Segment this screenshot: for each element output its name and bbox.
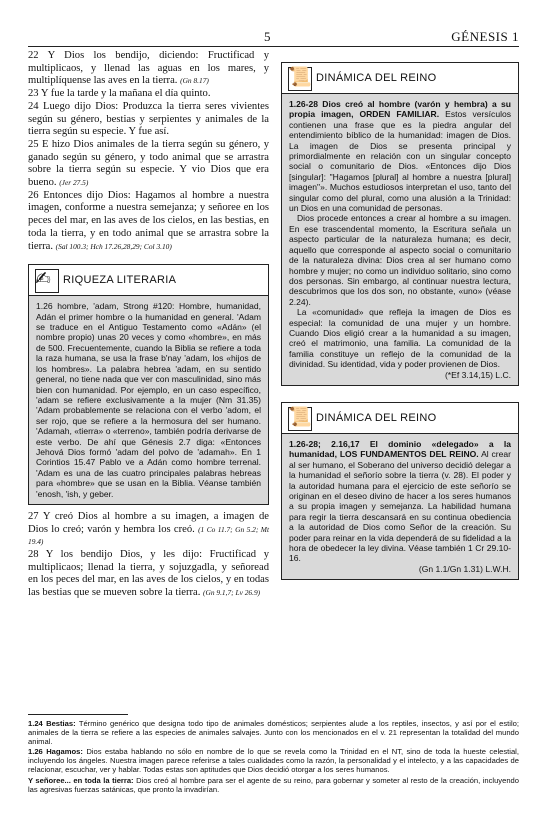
footnote: 1.24 Bestias: Término genérico que designa todo tipo de animales domésticos; serpientes alude a los reptiles, insectos, y así por el estilo; animales de la tierra se refiere a las especies de animales salvajes. Junto con los mencionados en el v. 21 representan la totalidad del mundo animal.	[28, 719, 519, 747]
header-rule	[28, 46, 519, 47]
footnote: Y señoree... en toda la tierra: Dios creó al hombre para ser el agente de su reino, para gobernar y someter al resto de la creación, incluyendo las agresivas fuerzas satánicas, que pronto la invadirían.	[28, 775, 519, 794]
dinamica-signature: (Gn 1.1/Gn 1.31) L.W.H.	[418, 563, 511, 574]
footnotes	[28, 719, 519, 795]
dinamica-para-2: Dios procede entonces a crear al hombre a su imagen. En ese trascendental momento, la Escritura señala un aspecto particular de la naturaleza humana; es decir, aquello que corresponde al aspecto social o comunitario de la naturaleza divina: Dios crea al ser humano como hombre y mujer; no como un individuo solitario, sino como dos personas. Sin embargo, al continuar nuestra lectura, descubrimos que los dos son, no obstante, «uno» (véase 2.24).	[289, 213, 511, 307]
verse-28: 28 Y los bendijo Dios, y les dijo: Fructificad y multiplicaos; llenad la tierra, y sojuzgadla, y señoread en los peces del mar, en las aves de los cielos, y en todas las bestias que se mueven sobre la tierra. (Gn 9.1,7; Lv 26.9)	[28, 549, 269, 599]
scroll-icon: 📜	[288, 407, 312, 431]
box-body	[29, 296, 268, 504]
verse-26: 26 Entonces dijo Dios: Hagamos al hombre a nuestra imagen, conforme a nuestra semejanza; y señoree en los peces del mar, en las aves de los cielos, en las bestias, en toda la tierra, y en todo animal que se arrastra sobre la tierra. (Sal 100.3; Hch 17.26,28,29; Col 3.10)	[28, 189, 269, 252]
dinamica-para-3: La «comunidad» que refleja la imagen de Dios es especial: la comunidad de una mujer y un hombre. Cuando Dios eligió crear a la humanidad a su imagen, creó el matrimonio, una familia. La comunidad de la familia constituye un reflejo de la comunidad de la divinidad. Su identidad, vida y poder provienen de Dios.	[289, 307, 511, 370]
verse-ref: (Gn 9.1,7; Lv 26.9)	[203, 588, 261, 598]
verse-ref: (1 Co 11.7; Gn 5.2; Mt 19.4)	[28, 524, 270, 547]
verse-23: 23 Y fue la tarde y la mañana el día quinto.	[28, 88, 211, 100]
book-title: GÉNESIS 1	[451, 29, 519, 44]
right-column	[281, 50, 519, 580]
verse-ref: (Gn 8.17)	[180, 76, 209, 86]
riqueza-literaria-box	[28, 264, 269, 505]
box-body	[282, 94, 518, 385]
dinamica-para-1: 1.26-28 Dios creó al hombre (varón y hembra) a su propia imagen, ORDEN FAMILIAR. Estos versículos contienen una frase que es la piedra angular del entendimiento bíblico de la humanidad: imagen de Dios. La imagen de Dios se presenta principal y primordialmente en relación con un singular concepto social o comunitario de Dios. «Entonces dijo Dios [singular]: "Hagamos [plural] al hombre a nuestra [plural] imagen"». Muchos estudiosos interpretan el uso, tanto del singular como del plural, como una alusión a la Trinidad: un Dios en una comunidad de personas.	[289, 99, 511, 214]
verse-ref: (Jer 27.5)	[59, 178, 89, 188]
riqueza-text: 1.26 hombre, 'adam, Strong #120: Hombre, humanidad, Adán el primer hombre o la humanidad en general. 'Adam se traduce en el Antiguo Testamento como «Adán» (el nombre propio) unas 20 veces y como «hombre», en más de 500. Frecuentemente, cuando la Biblia se refiere a toda la raza humana, se usa la frase b'nay 'adam, los «hijos de los hombres». La palabra hebrea 'adam, en su sentido general, no tiene nada que ver con masculinidad, sino más bien con humanidad. Por ejemplo, en un caso específico, 'adam se refiere exclusivamente a la mujer (Nm 31.35) 'Adam probablemente se relaciona con el verbo 'adom, el ser rojo, que se refiere a la hermosura del ser humano. 'Adamah, «tierra» o «terreno», también podría derivarse de este verbo. De ahí que Génesis 2.7 diga: «Entonces Jehová Dios formó 'adam del polvo de 'adamah». En 1 Corintios 15.47 Pablo ve a Adán como hombre terrenal. 'Adam es una de las cuatro principales palabras hebreas para «hombre» que se usan en la Biblia. Véanse también 'enosh, 'ish, y geber.	[36, 301, 261, 499]
box-header	[29, 265, 268, 296]
verse-ref: (Sal 100.3; Hch 17.26,28,29; Col 3.10)	[55, 241, 172, 251]
box-body	[282, 434, 518, 579]
footnote-rule	[28, 714, 128, 715]
pen-icon: ✍	[35, 269, 59, 293]
box-title: RIQUEZA LITERARIA	[63, 274, 177, 287]
box-header	[282, 403, 518, 434]
dinamica-box-1	[281, 62, 519, 386]
verse-27: 27 Y creó Dios al hombre a su imagen, a imagen de Dios lo creó; varón y hembra los creó. (1 Co 11.7; Gn 5.2; Mt 19.4)	[28, 510, 270, 547]
left-column	[28, 50, 269, 600]
dinamica-signature: (*Ef 3.14,15) L.C.	[444, 369, 511, 380]
verse-25: 25 E hizo Dios animales de la tierra según su género, y ganado según su género, y todo animal que se arrastra sobre la tierra según su especie. Y vio Dios que era bueno. (Jer 27.5)	[28, 138, 269, 189]
dinamica-box-2	[281, 402, 519, 580]
box-title: DINÁMICA DEL REINO	[316, 411, 437, 424]
scroll-icon: 📜	[288, 67, 312, 91]
page-number: 5	[264, 29, 271, 44]
dinamica-para-1: 1.26-28; 2.16,17 El dominio «delegado» a la humanidad, LOS FUNDAMENTOS DEL REINO. Al crear al ser humano, el Soberano del universo decidió delegar a la humanidad el señorío sobre la tierra (v. 28). El poder y la autoridad humana para el ejercicio de este señorío se originan en el deseo divino de hacer a los seres humanos a su propia imagen y semejanza. La habilidad humana para regir la tierra descansará en su continua obediencia a la autoridad de Dios como Señor de la creación. Su poder para reinar en la vida dependerá de su fidelidad a la hora de obedecer la ley divina. Véase también 1 Cr 29.10-16.	[289, 438, 511, 564]
verse-24: 24 Luego dijo Dios: Produzca la tierra seres vivientes según su género, bestias y serpientes y animales de la tierra según su especie. Y fue así.	[28, 100, 269, 138]
dinamica-heading: 1.26-28 Dios creó al hombre (varón y hembra) a su propia imagen, ORDEN FAMILIAR.	[289, 99, 511, 120]
verse-22: 22 Y Dios los bendijo, diciendo: Fructificad y multiplicaos, y llenad las aguas en los mares, y multiplíquense las aves en la tierra. (Gn 8.17)	[28, 50, 269, 87]
footnote: 1.26 Hagamos: Dios estaba hablando no sólo en nombre de lo que se revela como la Trinidad en el NT, sino de toda la hueste celestial, incluyendo los ángeles. Nuestra imagen parece referirse a tales cualidades como la razón, la personalidad y el intelecto, y a las capacidades de relacionar, escuchar, ver y hablar. Todas estas son aptitudes que Dios decidió otorgar a los seres humanos.	[28, 747, 519, 775]
dinamica-heading: 1.26-28; 2.16,17 El dominio «delegado» a la humanidad, LOS FUNDAMENTOS DEL REINO.	[289, 438, 511, 460]
box-header	[282, 63, 518, 94]
box-title: DINÁMICA DEL REINO	[316, 72, 437, 84]
